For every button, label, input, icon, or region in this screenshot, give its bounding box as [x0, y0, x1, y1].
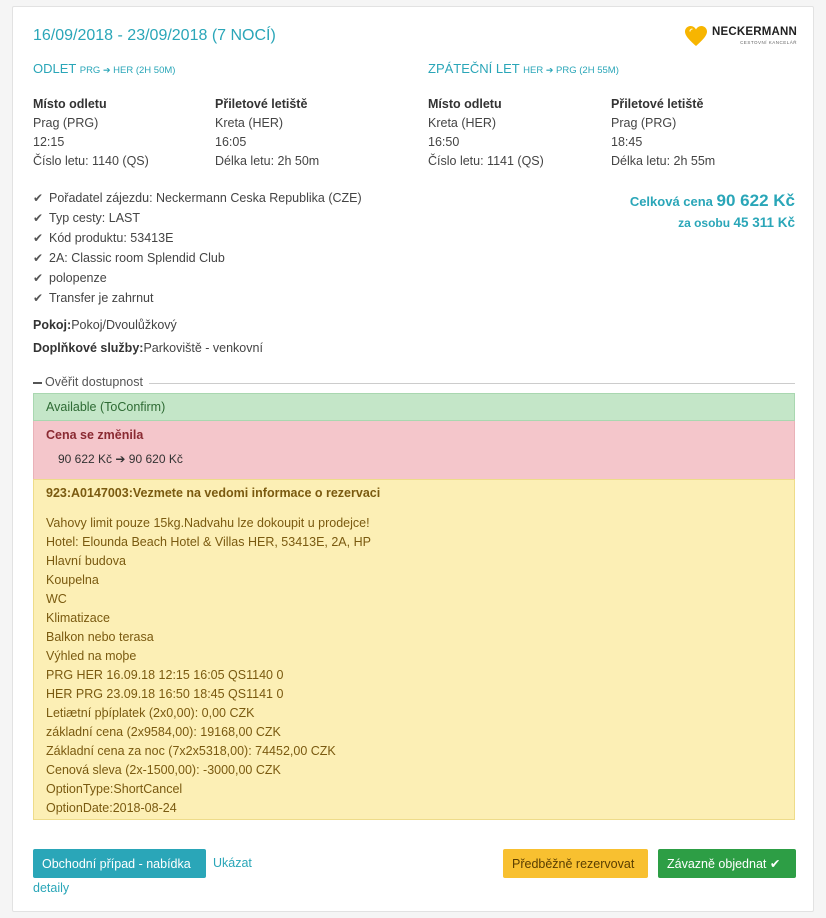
notice-line: OptionDate:2018-08-24 [46, 801, 177, 815]
room-info: Pokoj:Pokoj/Dvoulůžkový [33, 318, 177, 332]
verify-availability-toggle[interactable]: Ověřit dostupnost [33, 375, 795, 389]
notice-line: Vahovy limit pouze 15kg.Nadvahu lze dokoupit u prodejce! [46, 516, 370, 530]
notice-title: 923:A0147003:Vezmete na vedomi informace o rezervaci [46, 486, 381, 500]
book-button[interactable]: Závazně objednat ✔ [658, 849, 796, 878]
check-icon: ✔ [33, 291, 44, 305]
outbound-departure: Místo odletu Prag (PRG) 12:15 Číslo letu: 1140 (QS) [33, 97, 149, 168]
list-item: ✔ 2A: Classic room Splendid Club [33, 248, 362, 268]
prebook-button[interactable]: Předběžně rezervovat [503, 849, 648, 878]
price-change-values: 90 622 Kč ➔ 90 620 Kč [58, 452, 183, 466]
per-person-value: 45 311 Kč [733, 215, 795, 230]
notice-line: HER PRG 23.09.18 16:50 18:45 QS1141 0 [46, 687, 284, 701]
notice-line: Výhled na moþe [46, 649, 137, 663]
notice-line: WC [46, 592, 67, 606]
feature-list [33, 188, 362, 308]
arrow-right-icon: ➔ [102, 65, 111, 75]
price-change-title: Cena se změnila [46, 428, 144, 442]
notice-line: Letiætní pþíplatek (2x0,00): 0,00 CZK [46, 706, 255, 720]
check-icon: ✔ [33, 191, 44, 205]
heart-logo-icon [684, 25, 708, 47]
check-icon: ✔ [33, 211, 44, 225]
brand-subtitle: CESTOVNÍ KANCELÁŘ [740, 39, 797, 45]
price-summary [630, 191, 795, 230]
check-icon: ✔ [33, 271, 44, 285]
total-price-label: Celková cena [629, 194, 713, 209]
list-item: ✔ Typ cesty: LAST [33, 208, 362, 228]
return-title: ZPÁTEČNÍ LET HER ➔ PRG (2H 55M) [428, 61, 619, 76]
services-info: Doplňkové služby:Parkoviště - venkovní [33, 341, 263, 355]
notice-line: Hotel: Elounda Beach Hotel & Villas HER, 53413E, 2A, HP [46, 535, 371, 549]
show-details-link[interactable]: Ukázat [213, 856, 252, 870]
notice-line: Klimatizace [46, 611, 110, 625]
show-details-link-2[interactable]: detaily [33, 881, 70, 895]
availability-status: Available (ToConfirm) [33, 393, 795, 421]
brand-logo [684, 25, 797, 47]
reservation-notice [33, 479, 795, 820]
notice-line: Cenová sleva (2x-1500,00): -3000,00 CZK [46, 763, 281, 777]
check-icon: ✔ [769, 857, 781, 871]
brand-name: NECKERMANN [711, 26, 797, 38]
arrow-right-icon: ➔ [545, 65, 554, 75]
minus-icon [33, 382, 42, 384]
outbound-arrival: Přiletové letiště Kreta (HER) 16:05 Délka letu: 2h 50m [215, 97, 320, 168]
trip-dates: 16/09/2018 - 23/09/2018 (7 NOCÍ) [33, 27, 276, 44]
list-item: ✔ Pořadatel zájezdu: Neckermann Ceska Republika (CZE) [33, 188, 362, 208]
notice-line: Koupelna [46, 573, 99, 587]
outbound-title: ODLET PRG ➔ HER (2H 50M) [33, 61, 176, 76]
price-change-alert [33, 421, 795, 479]
return-departure: Místo odletu Kreta (HER) 16:50 Číslo letu: 1141 (QS) [428, 97, 544, 168]
notice-lines [46, 514, 782, 818]
list-item: ✔ Kód produktu: 53413E [33, 228, 362, 248]
notice-line: Balkon nebo terasa [46, 630, 154, 644]
per-person-label: za osobu [678, 216, 731, 230]
offer-card [12, 6, 814, 912]
business-case-button[interactable]: Obchodní případ - nabídka [33, 849, 206, 878]
check-icon: ✔ [33, 251, 44, 265]
return-arrival: Přiletové letiště Prag (PRG) 18:45 Délka letu: 2h 55m [611, 97, 716, 168]
list-item: ✔ polopenze [33, 268, 362, 288]
total-price-value: 90 622 Kč [716, 191, 795, 210]
notice-line: OptionType:ShortCancel [46, 782, 183, 796]
notice-line: Základní cena za noc (7x2x5318,00): 74452,00 CZK [46, 744, 336, 758]
notice-line: Hlavní budova [46, 554, 126, 568]
list-item: ✔ Transfer je zahrnut [33, 288, 362, 308]
notice-line: základní cena (2x9584,00): 19168,00 CZK [46, 725, 281, 739]
check-icon: ✔ [33, 231, 44, 245]
arrow-right-icon: ➔ [115, 452, 126, 466]
notice-line: PRG HER 16.09.18 12:15 16:05 QS1140 0 [46, 668, 284, 682]
